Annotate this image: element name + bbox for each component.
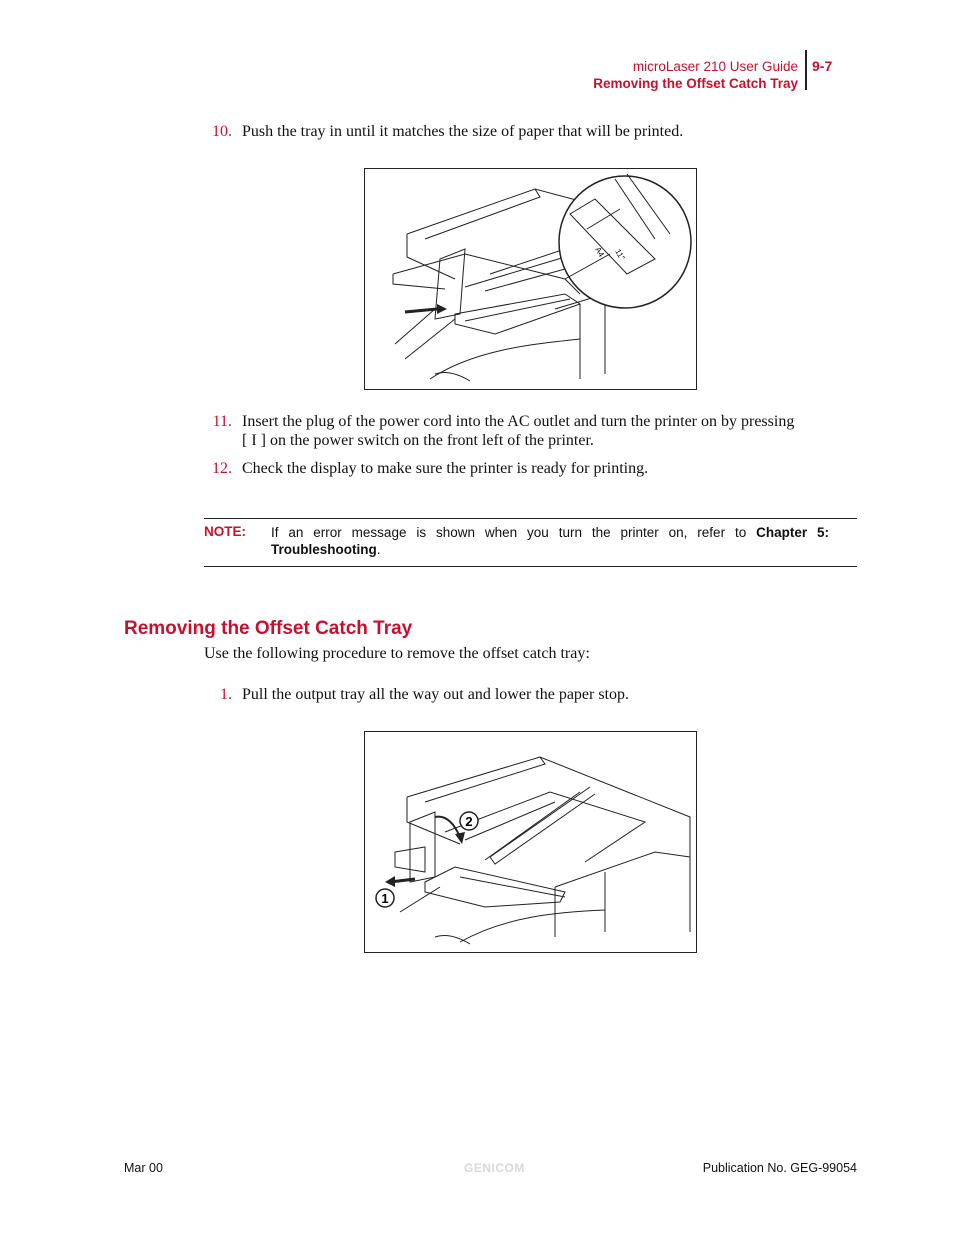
chapter-reference: Chapter 5: Troubleshooting: [271, 525, 830, 557]
step-11: [202, 412, 862, 452]
header-divider: [805, 50, 807, 90]
pull-arrow-head: [385, 876, 395, 887]
footer-date: Mar 00: [124, 1161, 163, 1175]
step-number: 12.: [212, 460, 232, 477]
note-label: NOTE:: [204, 524, 246, 539]
step-text: Push the tray in until it matches the size of paper that will be printed.: [242, 123, 684, 140]
running-header-section-title: Removing the Offset Catch Tray: [593, 76, 798, 91]
step-number: 11.: [212, 413, 232, 430]
figure-pull-tray: [364, 731, 697, 953]
printer-illustration: [365, 169, 696, 389]
running-header-guide-title: microLaser 210 User Guide: [632, 59, 798, 74]
step-number: 1.: [220, 686, 232, 703]
page-number: 9-7: [812, 58, 833, 74]
printer-illustration: [365, 732, 696, 952]
size-label-letter: 11": [613, 247, 627, 262]
figure-push-tray: [364, 168, 697, 390]
push-arrow-head: [437, 304, 447, 314]
footer-brand: GENICOM: [464, 1161, 525, 1175]
step-text: Check the display to make sure the printer is ready for printing.: [242, 460, 649, 477]
section-heading: Removing the Offset Catch Tray: [124, 618, 413, 639]
size-label-a4: A4: [593, 245, 606, 259]
step-12: [202, 459, 862, 479]
magnified-detail-circle: [559, 176, 691, 308]
callout-1-label: 1: [381, 891, 389, 906]
step-text-continued: [ I ] on the power switch on the front left of the printer.: [242, 432, 594, 449]
step-text: Pull the output tray all the way out and lower the paper stop.: [242, 686, 630, 703]
step-number: 10.: [212, 123, 232, 140]
callout-2-label: 2: [465, 814, 473, 829]
step-10: [202, 122, 862, 142]
step-text: Insert the plug of the power cord into the AC outlet and turn the printer on by pressing: [242, 413, 795, 430]
note-text: If an error message is shown when you turn the printer on, refer to Chapter 5: Troubleshooting.: [271, 525, 830, 557]
section-intro: Use the following procedure to remove the offset catch tray:: [204, 645, 590, 662]
footer-publication: Publication No. GEG-99054: [702, 1161, 857, 1175]
note-box: [204, 518, 857, 567]
step-1: [202, 685, 862, 705]
